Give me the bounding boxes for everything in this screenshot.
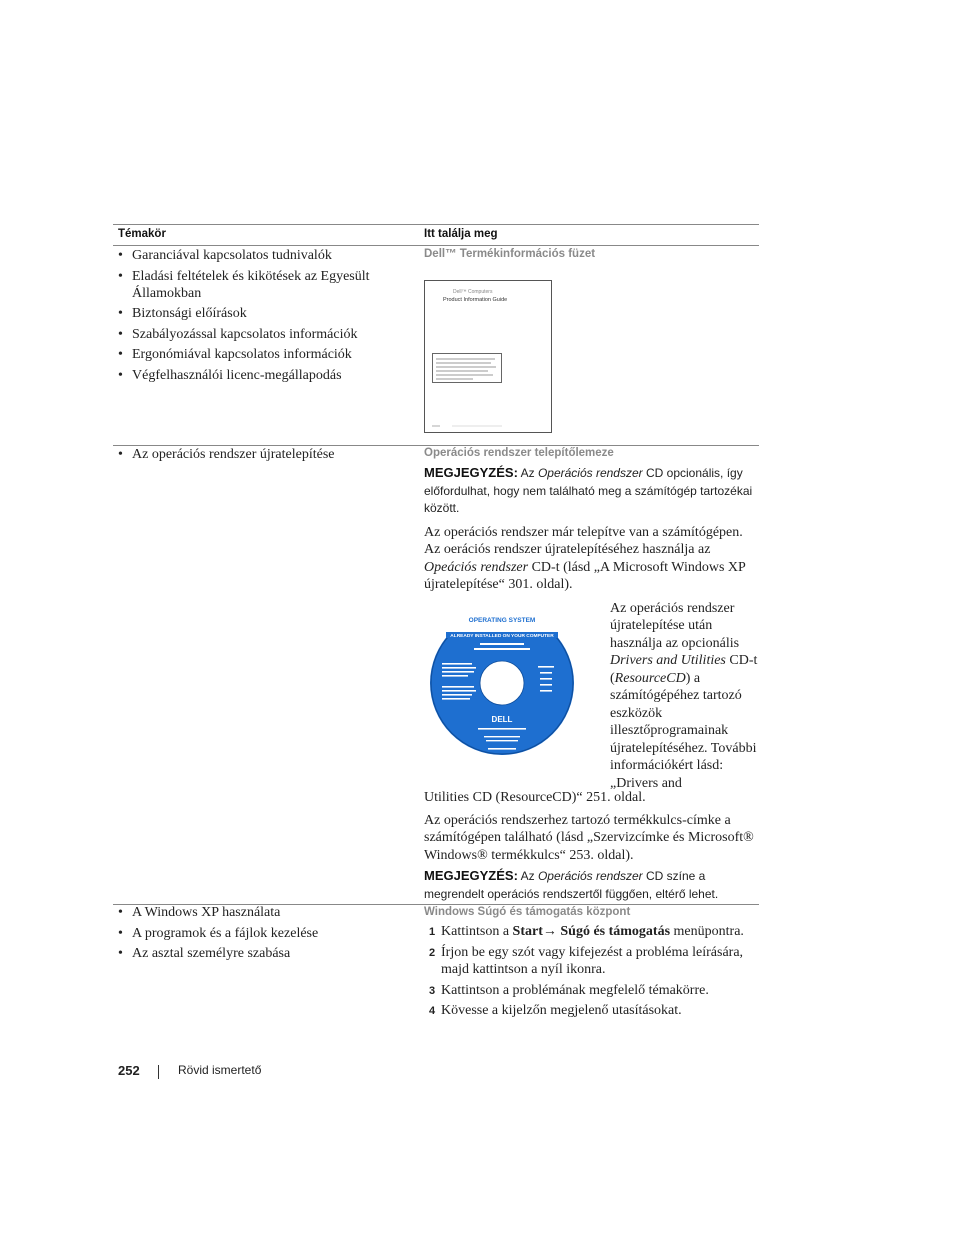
list-item: • Biztonsági előírások bbox=[118, 305, 408, 322]
booklet-notice-lines bbox=[433, 354, 501, 382]
row-1-source bbox=[424, 248, 759, 438]
list-item: • A Windows XP használata bbox=[118, 904, 408, 921]
column-header-where: Itt találja meg bbox=[424, 228, 498, 240]
row-2-source bbox=[424, 447, 759, 903]
footer-section-title: Rövid ismertető bbox=[178, 1063, 262, 1077]
list-item: 2 Írjon be egy szót vagy kifejezést a probléma leírására, majd kattintson a nyíl ikonra. bbox=[429, 944, 744, 977]
booklet-footer-lines bbox=[432, 415, 502, 419]
cd-dell-logo: DELL bbox=[491, 714, 513, 724]
list-item: • Az asztal személyre szabása bbox=[118, 945, 408, 962]
booklet-notice-box bbox=[432, 353, 502, 383]
list-item: • Eladási feltételek és kikötések az Egyesült Államokban bbox=[118, 268, 408, 302]
list-item: • Az operációs rendszer újratelepítése bbox=[118, 446, 408, 463]
list-item: 4 Kövesse a kijelzőn megjelenő utasításokat. bbox=[429, 1003, 682, 1018]
table-top-rule bbox=[113, 224, 759, 225]
list-item: • Szabályozással kapcsolatos információk bbox=[118, 326, 408, 343]
booklet-title: Product Information Guide bbox=[443, 297, 508, 303]
row-3-topics bbox=[118, 904, 408, 966]
page-number: 252 bbox=[118, 1063, 140, 1078]
header-rule bbox=[113, 245, 759, 246]
cd-block bbox=[424, 600, 759, 805]
footer-separator bbox=[158, 1065, 159, 1079]
product-info-booklet-image bbox=[424, 280, 552, 433]
note-keyword: MEGJEGYZÉS: bbox=[424, 868, 518, 883]
note-optional-cd: MEGJEGYZÉS: Az Operációs rendszer CD opcionális, így előfordulhat, hogy nem található meg a számítógép tartozékai között. bbox=[424, 465, 753, 515]
cd-top-label: OPERATING SYSTEM bbox=[468, 616, 536, 624]
paragraph-drivers-cont: Utilities CD (ResourceCD)“ 251. oldal. bbox=[424, 789, 646, 805]
section-title: Operációs rendszer telepítőlemeze bbox=[424, 447, 614, 459]
help-steps bbox=[424, 923, 759, 1020]
booklet-brand: Dell™ Computers bbox=[453, 289, 493, 295]
paragraph-preinstalled: Az operációs rendszer már telepítve van a számítógépen. Az oerációs rendszer újratelepítéséhez használja az Opeációs rendszer CD-t (lásd „A Microsoft Windows XP újratelepítése“ 301. oldal). bbox=[424, 524, 746, 592]
section-title: Dell™ Termékinformációs füzet bbox=[424, 248, 596, 260]
os-cd-image bbox=[428, 608, 576, 758]
list-item: • Végfelhasználói licenc-megállapodás bbox=[118, 367, 408, 384]
list-item: • Ergonómiával kapcsolatos információk bbox=[118, 346, 408, 363]
section-title: Windows Súgó és támogatás központ bbox=[424, 906, 631, 918]
paragraph-drivers: Az operációs rendszer újratelepítése után használja az opcionális Drivers and Utilities CD-t (ResourceCD) a számítógépéhez tartozó eszközök illesztőprogramainak újratelepítéséhez. További információkért lásd: „Drivers and bbox=[610, 600, 758, 791]
note-cd-color: MEGJEGYZÉS: Az Operációs rendszer CD színe a megrendelt operációs rendszertől függően, eltérő lehet. bbox=[424, 868, 719, 901]
list-item: 3 Kattintson a problémának megfelelő témakörre. bbox=[429, 982, 709, 998]
list-item: • A programok és a fájlok kezelése bbox=[118, 925, 408, 942]
cd-ribbon-label: ALREADY INSTALLED ON YOUR COMPUTER bbox=[450, 633, 554, 639]
row-3-source bbox=[424, 906, 759, 1023]
paragraph-product-key: Az operációs rendszerhez tartozó termékkulcs-címke a számítógépen található (lásd „Szervizcímke és Microsoft® Windows® termékkulcs“ 253. oldal). bbox=[424, 812, 754, 863]
row-2-topics bbox=[118, 446, 408, 467]
column-header-topic: Témakör bbox=[118, 228, 166, 240]
note-keyword: MEGJEGYZÉS: bbox=[424, 465, 518, 480]
list-item: 1 Kattintson a Start→ Súgó és támogatás menüpontra. bbox=[429, 924, 744, 939]
row-1-topics bbox=[118, 247, 408, 387]
list-item: • Garanciával kapcsolatos tudnivalók bbox=[118, 247, 408, 264]
